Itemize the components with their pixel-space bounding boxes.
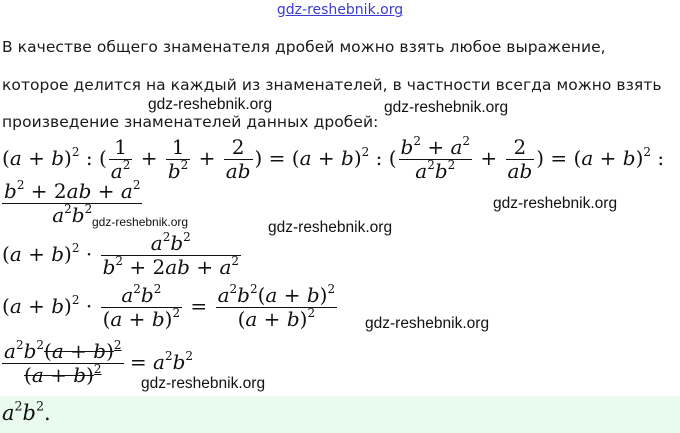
equation-line-4: $\frac{a^2b^2(a + b)^2}{(a + b)^2}$ = $a^2b^2$: [4, 338, 194, 387]
watermark: gdz-reshebnik.org: [92, 215, 189, 229]
watermark: gdz-reshebnik.org: [493, 195, 618, 212]
answer-band: [0, 396, 680, 433]
site-link[interactable]: gdz-reshebnik.org: [276, 2, 404, 18]
equation-line-2: $(a + b)^2$ · $\frac{a^2b^2}{b^2 + 2ab + a^2}$: [2, 230, 240, 279]
solution-text-line-1: В качестве общего знаменателя дробей можно взять любое выражение,: [2, 38, 606, 56]
solution-text-line-3: произведение знаменателей данных дробей:: [2, 113, 379, 131]
equation-line-3: $(a + b)^2$ · $\frac{a^2b^2}{(a + b)^2}$ = $\frac{a^2b^2(a + b)^2}{(a + b)^2}$: [2, 282, 336, 331]
watermark: gdz-reshebnik.org: [141, 375, 266, 392]
watermark: gdz-reshebnik.org: [384, 99, 509, 116]
watermark: gdz-reshebnik.org: [365, 315, 490, 332]
equation-line-1-continued: $\frac{b^2 + 2ab + a^2}{a^2b^2}$: [4, 178, 141, 227]
watermark: gdz-reshebnik.org: [268, 219, 393, 236]
equation-line-1: $(a + b)^2$ : ( $\frac{1}{a^2}$ + $\frac{1}{b^2}$ + $\frac{2}{ab}$ ) = $(a + b)^2$ : ( $\frac{b^2 + a^2}{a^2b^2}$ + $\frac{2}{ab}$ ) = $(a + b)^2$ :: [2, 134, 665, 183]
solution-text-line-2: которое делится на каждый из знаменателей, в частности всегда можно взять: [2, 76, 662, 94]
watermark: gdz-reshebnik.org: [148, 96, 273, 113]
answer: $a^2b^2$.: [2, 398, 51, 425]
